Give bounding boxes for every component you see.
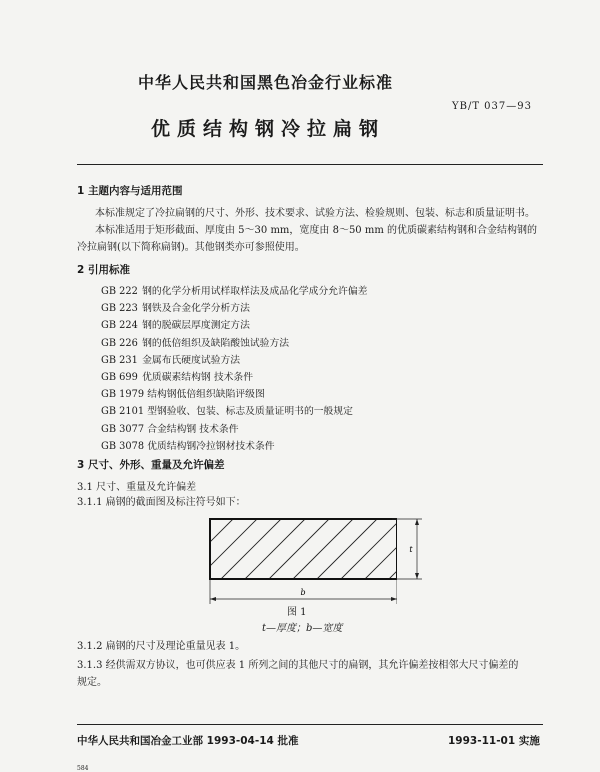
reference-code: GB 3078: [101, 440, 145, 452]
section-1-para-2-line-2: 冷拉扁钢(以下简称扁钢)。其他钢类亦可参照使用。: [77, 242, 305, 253]
reference-item: [101, 317, 250, 331]
document-title: 优质结构钢冷拉扁钢: [151, 118, 386, 140]
section-1-heading: 1 主题内容与适用范围: [77, 185, 183, 197]
reference-item: [101, 438, 275, 452]
reference-code: GB 3077: [101, 423, 145, 435]
reference-item: [101, 283, 367, 297]
thickness-dimension: [392, 512, 432, 588]
section-1-body: [77, 205, 543, 256]
reference-item: [101, 300, 250, 314]
figure-legend: t—厚度；b—宽度: [262, 623, 343, 634]
issuing-body: 中华人民共和国黑色冶金行业标准: [138, 73, 394, 92]
reference-title: 型钢验收、包装、标志及质量证明书的一般规定: [147, 406, 353, 418]
clause-3-1-3-line-2: 规定。: [77, 677, 107, 688]
figure-caption: 图 1: [287, 607, 307, 618]
standard-code: YB/T 037—93: [452, 101, 532, 112]
reference-item: [101, 369, 253, 383]
reference-title: 钢的化学分析用试样取样法及成品化学成分允许偏差: [142, 286, 368, 297]
approval-note: 中华人民共和国冶金工业部 1993-04-14 批准: [77, 735, 299, 747]
clause-3-1-1: 3.1.1 扁钢的截面图及标注符号如下：: [77, 497, 246, 508]
reference-code: GB 2101: [101, 406, 145, 418]
reference-code: GB 1979: [101, 389, 145, 401]
width-label: b: [300, 588, 306, 597]
reference-item: [101, 403, 353, 417]
reference-title: 钢的低倍组织及缺陷酸蚀试验方法: [142, 337, 290, 349]
clause-3-1-3-line-1: 3.1.3 经供需双方协议，也可供应表 1 所列之间的其他尺寸的扁钢，其允许偏差按相邻大尺寸偏差的: [77, 660, 519, 671]
thickness-label: t: [409, 545, 413, 554]
clause-3-1: 3.1 尺寸、重量及允许偏差: [77, 482, 197, 493]
hatching: [209, 519, 397, 579]
header-divider: [77, 164, 543, 165]
reference-title: 优质碳素结构钢 技术条件: [142, 372, 254, 383]
reference-code: GB 222: [101, 286, 138, 297]
reference-code: GB 224: [101, 320, 138, 332]
section-1-para-1: 本标准规定了冷拉扁钢的尺寸、外形、技术要求、试验方法、检验规则、包装、标志和质量证明书。: [95, 208, 535, 219]
reference-item: [101, 421, 239, 435]
reference-code: GB 699: [101, 372, 138, 383]
reference-item: [101, 386, 265, 400]
section-1-para-2-line-1: 本标准适用于矩形截面、厚度由 5～30 mm，宽度由 8～50 mm 的优质碳素结构钢和合金结构钢的: [95, 225, 537, 236]
footer-divider: [77, 724, 543, 725]
reference-code: GB 223: [101, 303, 138, 315]
page-code: 584: [77, 765, 89, 772]
reference-item: [101, 352, 240, 366]
reference-title: 钢铁及合金化学分析方法: [142, 303, 250, 315]
reference-title: 优质结构钢冷拉钢材技术条件: [147, 440, 275, 452]
reference-code: GB 231: [101, 354, 138, 366]
reference-title: 合金结构钢 技术条件: [147, 423, 239, 435]
reference-title: 金属布氏硬度试验方法: [142, 354, 241, 366]
clause-3-1-2: 3.1.2 扁钢的尺寸及理论重量见表 1。: [77, 641, 246, 652]
reference-item: [101, 335, 289, 349]
section-2-heading: 2 引用标准: [77, 264, 130, 276]
reference-title: 结构钢低倍组织缺陷评级图: [147, 389, 265, 401]
reference-code: GB 226: [101, 337, 138, 349]
section-3-heading: 3 尺寸、外形、重量及允许偏差: [77, 459, 225, 471]
reference-title: 钢的脱碳层厚度测定方法: [142, 320, 250, 332]
effective-date: 1993-11-01 实施: [448, 735, 540, 747]
section-outline: [210, 519, 397, 579]
